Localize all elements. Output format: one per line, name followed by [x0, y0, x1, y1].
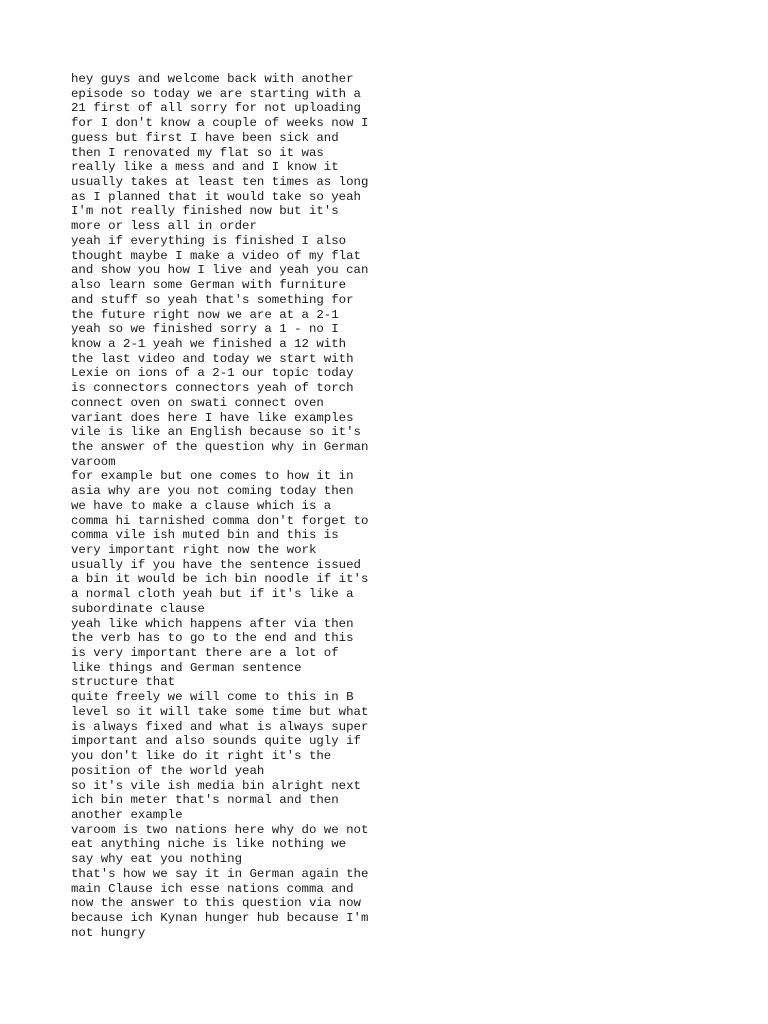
transcript-line: usually if you have the sentence issued [71, 557, 361, 572]
transcript-line: because ich Kynan hunger hub because I'm [71, 910, 369, 925]
transcript-line: really like a mess and and I know it [71, 160, 339, 175]
transcript-line: important and also sounds quite ugly if [71, 734, 361, 749]
transcript-line: the answer of the question why in German [71, 439, 369, 454]
transcript-line: guess but first I have been sick and [71, 130, 339, 145]
transcript-text [71, 72, 711, 940]
transcript-line: very important right now the work [71, 543, 317, 557]
transcript-line: a normal cloth yeah but if it's like a [71, 587, 354, 602]
transcript-line: is always fixed and what is always super [71, 719, 369, 734]
transcript-line: for example but one comes to how it in [71, 469, 354, 484]
transcript-line: yeah so we finished sorry a 1 - no I [71, 322, 339, 337]
transcript-line: usually takes at least ten times as long [71, 175, 369, 190]
transcript-line: position of the world yeah [71, 763, 265, 778]
transcript-line: subordinate clause [71, 601, 205, 616]
transcript-line: comma vile ish muted bin and this is [71, 528, 339, 543]
transcript-line: then I renovated my flat so it was [71, 145, 324, 160]
transcript-line: you don't like do it right it's the [71, 749, 332, 764]
transcript-line: eat anything niche is like nothing we [71, 837, 347, 852]
transcript-line: hey guys and welcome back with another [71, 72, 354, 86]
transcript-line: is connectors connectors yeah of torch [71, 381, 354, 396]
transcript-line: know a 2-1 yeah we finished a 12 with [71, 336, 347, 351]
transcript-line: yeah if everything is finished I also [71, 233, 347, 248]
transcript-line: not hungry [71, 925, 146, 940]
transcript-line: that's how we say it in German again the [71, 866, 369, 881]
transcript-line: another example [71, 807, 183, 822]
transcript-line: for I don't know a couple of weeks now I [71, 116, 369, 131]
transcript-line: a bin it would be ich bin noodle if it's [71, 572, 369, 587]
transcript-line: ich bin meter that's normal and then [71, 793, 339, 808]
transcript-line: level so it will take some time but what [71, 704, 369, 719]
transcript-line: the verb has to go to the end and this [71, 631, 354, 646]
transcript-line: comma hi tarnished comma don't forget to [71, 513, 369, 528]
transcript-line: variant does here I have like examples [71, 410, 354, 425]
transcript-line: more or less all in order [71, 219, 257, 234]
transcript-line: the future right now we are at a 2-1 [71, 307, 339, 322]
transcript-line: like things and German sentence [71, 660, 302, 675]
transcript-line: varoom is two nations here why do we not [71, 822, 369, 837]
transcript-line: also learn some German with furniture [71, 278, 347, 293]
transcript-line: now the answer to this question via now [71, 896, 361, 911]
transcript-line: say why eat you nothing [71, 852, 243, 867]
transcript-line: and stuff so yeah that's something for [71, 292, 354, 307]
transcript-line: Lexie on ions of a 2-1 our topic today [71, 366, 354, 381]
transcript-line: asia why are you not coming today then [71, 484, 354, 499]
transcript-line: and show you how I live and yeah you can [71, 263, 369, 278]
transcript-line: is very important there are a lot of [71, 646, 339, 661]
transcript-line: 21 first of all sorry for not uploading [71, 101, 361, 116]
transcript-line: vile is like an English because so it's [71, 425, 361, 440]
transcript-line: we have to make a clause which is a [71, 498, 332, 513]
transcript-line: varoom [71, 454, 116, 469]
transcript-line: main Clause ich esse nations comma and [71, 881, 354, 896]
transcript-line: as I planned that it would take so yeah [71, 189, 361, 204]
transcript-line: the last video and today we start with [71, 351, 354, 366]
transcript-line: yeah like which happens after via then [71, 616, 354, 631]
transcript-line: so it's vile ish media bin alright next [71, 778, 361, 793]
transcript-line: structure that [71, 675, 176, 690]
transcript-line: I'm not really finished now but it's [71, 204, 339, 219]
transcript-line: connect oven on swati connect oven [71, 395, 324, 410]
transcript-line: episode so today we are starting with a [71, 86, 361, 101]
transcript-line: quite freely we will come to this in B [71, 690, 354, 705]
transcript-line: thought maybe I make a video of my flat [71, 248, 361, 263]
